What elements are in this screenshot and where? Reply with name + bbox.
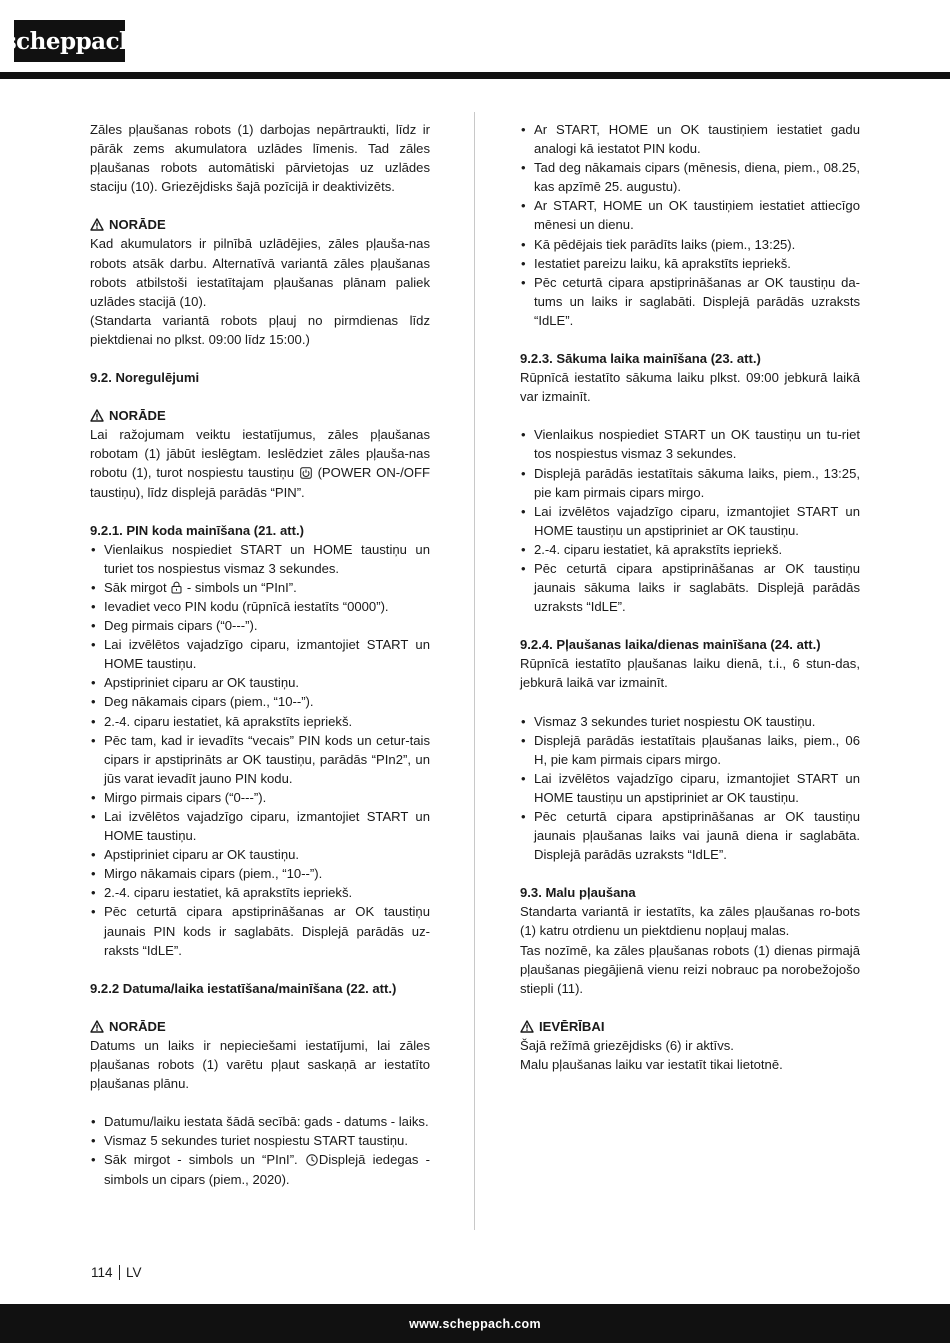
list-item: • Pēc ceturtā cipara apstiprināšanas ar OK taustiņu da-tums un laiks ir saglabāti. Displejā parādās uzraksts “IdLE”. [520,273,860,330]
column-divider [474,112,475,1230]
note-text: (POWER ON-/OFF taustiņu), līdz displejā parādās “PIN”. [90,465,430,500]
list-item: • Pēc tam, kad ir ievadīts “vecais” PIN kods un cetur-tais cipars ir apstiprināts ar OK taustiņu, parādās “PIn2”, un jūs varat ievadīt jauno PIN kodu. [90,731,430,788]
date-time-continued-list [520,120,860,330]
note-heading [90,215,430,234]
list-item: • Vienlaikus nospiediet START un OK taustiņu un tu-riet tos nospiestus vismaz 3 sekundes. [520,425,860,463]
pin-steps-list [90,540,430,960]
note-paragraph: (Standarta variantā robots pļauj no pirmdienas līdz piektdienai no plkst. 09:00 līdz 15:00.) [90,312,430,347]
list-item: • Pēc ceturtā cipara apstiprināšanas ar OK taustiņu jaunais pļaušanas laiks vai jaunā diena ir saglabāta. Displejā parādās uzraksts “IdLE”. [520,807,860,864]
list-item: • 2.-4. ciparu iestatiet, kā aprakstīts iepriekš. [520,540,860,559]
lock-icon [171,581,182,594]
list-item: • Vismaz 5 sekundes turiet nospiestu START taustiņu. [90,1131,430,1150]
mowing-time-steps-list [520,712,860,865]
page-number: 114 [91,1265,113,1280]
section-heading: 9.2.1. PIN koda mainīšana (21. att.) [90,522,304,538]
footer-separator [119,1265,121,1280]
page-footer [91,1265,142,1280]
footer-bar [0,1304,950,1343]
header-rule [0,72,950,79]
list-item: • Displejā parādās iestatītais sākuma laiks, piem., 13:25, pie kam pirmais cipars mirgo. [520,464,860,502]
list-item: • Lai izvēlētos vajadzīgo ciparu, izmantojiet START un HOME taustiņu un apstipriniet ar OK taustiņu. [520,502,860,540]
clock-icon [306,1154,318,1166]
note-heading [90,406,430,425]
list-item: • Lai izvēlētos vajadzīgo ciparu, izmantojiet START un HOME taustiņu. [90,635,430,673]
note-title: NORĀDE [109,1018,166,1034]
date-time-steps-list [90,1112,430,1188]
list-item: • Pēc ceturtā cipara apstiprināšanas ar OK taustiņu jaunais PIN kods ir saglabāts. Displejā parādās uz-raksts “IdLE”. [90,902,430,959]
section-heading: 9.2. Noregulējumi [90,370,200,386]
section-intro: Rūpnīcā iestatīto sākuma laiku plkst. 09:00 jebkurā laikā var izmainīt. [520,370,860,405]
intro-paragraph: Zāles pļaušanas robots (1) darbojas nepārtraukti, līdz ir pārāk zems akumulatora uzlādes līmenis. Tad zāles pļaušanas robots automātiski pārvietojas uz uzlādes staciju (10). Griezējdisks šajā pozīcijā ir deaktivizēts. [90,122,430,195]
section-heading: 9.2.4. Pļaušanas laika/dienas mainīšana (24. att.) [520,637,821,653]
section-intro: Rūpnīcā iestatīto pļaušanas laiku dienā, t.i., 6 stun-das, jebkurā laikā var izmainīt. [520,656,860,691]
note-paragraph: Kad akumulators ir pilnībā uzlādējies, zāles pļauša-nas robots atsāk darbu. Alternatīvā variantā zāles pļaušanas robots atbilstoši iestatītajam pļaušanas plānam paliek uzlādes stacijā (10). [90,236,430,309]
note-title: NORĀDE [109,408,166,424]
list-item: • Tad deg nākamais cipars (mēnesis, diena, piem., 08.25, kas apzīmē 25. augustu). [520,158,860,196]
list-item-text: - simbols un “PInI”. [186,579,297,595]
list-item: • Ievadiet veco PIN kodu (rūpnīcā iestatīts “0000”). [90,597,430,616]
brand-logo: scheppach [14,20,125,62]
warning-triangle-icon [90,409,104,422]
warning-triangle-icon [520,1020,534,1033]
left-column [90,120,430,1189]
list-item: • Ar START, HOME un OK taustiņiem iestatiet gadu analogi kā iestatot PIN kodu. [520,120,860,158]
list-item: • Lai izvēlētos vajadzīgo ciparu, izmantojiet START un HOME taustiņu un apstipriniet ar OK taustiņu. [520,769,860,807]
list-item: • 2.-4. ciparu iestatiet, kā aprakstīts iepriekš. [90,712,430,731]
section-paragraph: Standarta variantā ir iestatīts, ka zāles pļaušanas ro-bots (1) katru otrdienu un piektdienu nopļauj malas. [520,904,860,939]
list-item: • Vienlaikus nospiediet START un HOME taustiņu un turiet tos nospiestus vismaz 3 sekundes. [90,540,430,578]
language-code: LV [126,1265,142,1280]
list-item: • 2.-4. ciparu iestatiet, kā aprakstīts iepriekš. [90,883,430,902]
note-title: NORĀDE [109,217,166,233]
caution-paragraph: Šajā režīmā griezējdisks (6) ir aktīvs. [520,1037,734,1053]
list-item: • Displejā parādās iestatītais pļaušanas laiks, piem., 06 H, pie kam pirmais cipars mirgo. [520,731,860,769]
section-heading: 9.2.2 Datuma/laika iestatīšana/mainīšana (22. att.) [90,980,397,996]
note-text: Lai ražojumam veiktu iestatījumus, zāles pļaušanas robotam (1) jābūt ieslēgtam. Ieslēdziet zāles pļauša-nas robotu (1), turot nospiestu taustiņu [90,427,430,481]
section-heading: 9.3. Malu pļaušana [520,885,636,901]
list-item: • Pēc ceturtā cipara apstiprināšanas ar OK taustiņu jaunais sākuma laiks ir saglabāts. Displejā parādās uzraksts “IdLE”. [520,559,860,616]
list-item: • Deg pirmais cipars (“0---”). [90,616,430,635]
note-heading [90,1017,430,1036]
list-item: • Apstipriniet ciparu ar OK taustiņu. [90,673,430,692]
right-column [520,120,860,1074]
caution-title: IEVĒRĪBAI [539,1018,605,1034]
website-link[interactable]: www.scheppach.com [409,1316,541,1331]
note-paragraph [90,425,430,501]
list-item [90,578,430,597]
list-item: • Iestatiet pareizu laiku, kā aprakstīts iepriekš. [520,254,860,273]
list-item [90,1150,430,1188]
power-button-icon [300,467,312,479]
section-heading: 9.2.3. Sākuma laika mainīšana (23. att.) [520,351,761,367]
list-item: • Ar START, HOME un OK taustiņiem iestatiet attiecīgo mēnesi un dienu. [520,196,860,234]
list-item: • Apstipriniet ciparu ar OK taustiņu. [90,845,430,864]
start-time-steps-list [520,425,860,616]
section-paragraph: Tas nozīmē, ka zāles pļaušanas robots (1) dienas pirmajā pļaušanas piegājienā vienu reizi nobrauc pa norobežojošo stiepli (11). [520,942,860,996]
list-item: • Lai izvēlētos vajadzīgo ciparu, izmantojiet START un HOME taustiņu. [90,807,430,845]
warning-triangle-icon [90,1020,104,1033]
list-item: • Mirgo nākamais cipars (piem., “10--”). [90,864,430,883]
note-paragraph: Datums un laiks ir nepieciešami iestatījumi, lai zāles pļaušanas robots (1) varētu pļaut saskaņā ar iestatīto pļaušanas plānu. [90,1037,430,1092]
list-item: • Kā pēdējais tiek parādīts laiks (piem., 13:25). [520,235,860,254]
list-item-text: Displejā iedegas - simbols un cipars (piem., 2020). [104,1152,430,1187]
list-item: • Vismaz 3 sekundes turiet nospiestu OK taustiņu. [520,712,860,731]
list-item-text: Sāk mirgot - simbols un “PInI”. [104,1152,298,1168]
warning-triangle-icon [90,218,104,231]
caution-heading [520,1017,860,1036]
list-item: • Deg nākamais cipars (piem., “10--”). [90,692,430,711]
list-item-text: Sāk mirgot [104,579,167,595]
list-item: • Mirgo pirmais cipars (“0---”). [90,788,430,807]
list-item: • Datumu/laiku iestata šādā secībā: gads - datums - laiks. [90,1112,430,1131]
caution-paragraph: Malu pļaušanas laiku var iestatīt tikai lietotnē. [520,1057,783,1073]
